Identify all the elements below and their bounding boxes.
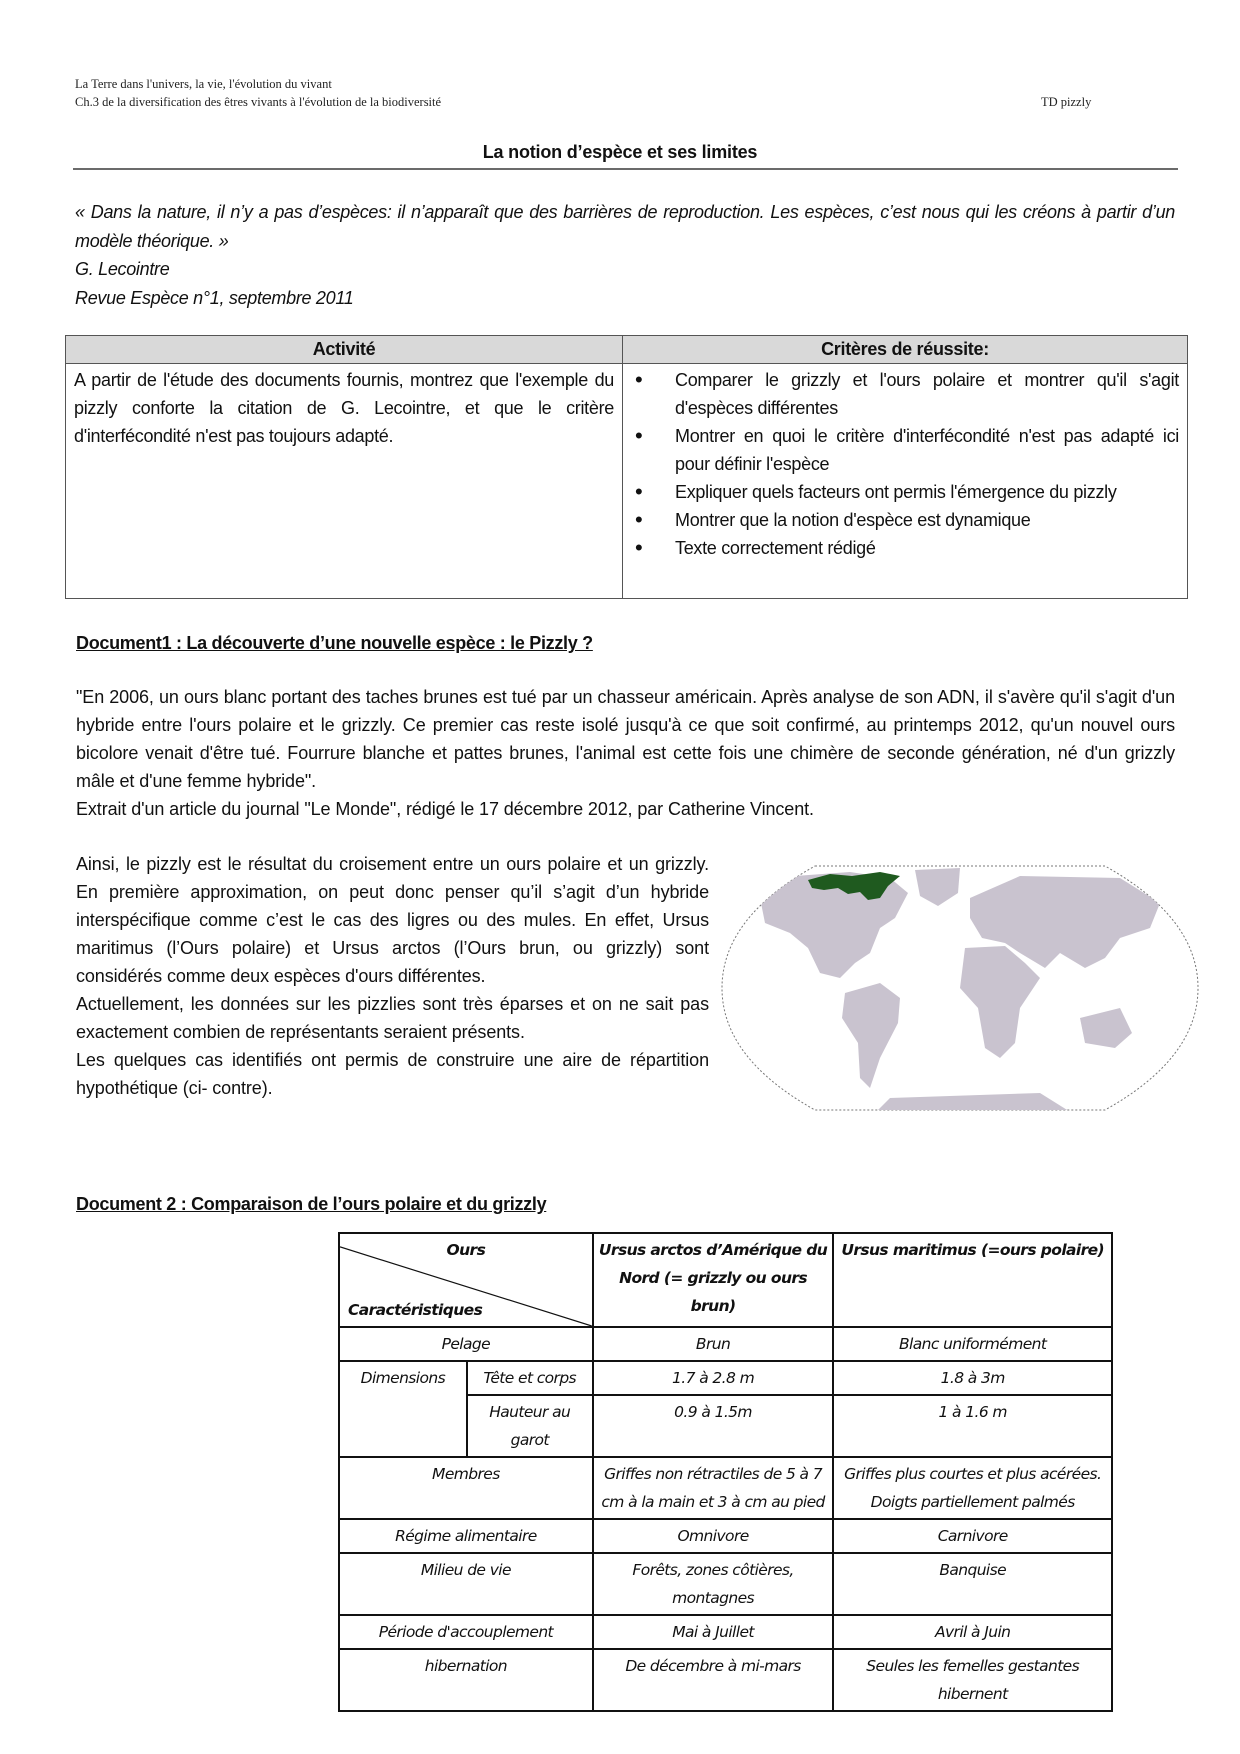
explanation-paragraph: Les quelques cas identifiés ont permis de construire une aire de répartition hypothétique (ci- contre).	[76, 1050, 709, 1098]
document2-heading: Document 2 : Comparaison de l’ours polaire et du grizzly	[76, 1194, 547, 1214]
header-course-title: La Terre dans l'univers, la vie, l'évolution du vivant	[75, 77, 332, 91]
row-label: Période d'accouplement	[339, 1615, 593, 1649]
row-label: Membres	[339, 1457, 593, 1519]
row-label: hibernation	[339, 1649, 593, 1711]
title-rule	[73, 168, 1178, 170]
corner-top-label: Ours	[446, 1241, 486, 1259]
polar-value: Blanc uniformément	[833, 1327, 1112, 1361]
polar-value: Carnivore	[833, 1519, 1112, 1553]
sub-row-label: Hauteur au garot	[467, 1395, 593, 1457]
document1-article: "En 2006, un ours blanc portant des taches brunes est tué par un chasseur américain. Après analyse de son ADN, il s'avère qu'il s'agit d'un hybride entre l'ours polaire et le grizzly. Ce premier cas reste isolé jusqu'à ce que soit confirmé, au printemps 2012, qu'un nouvel ours bicolore venait d'être tué. Fourrure blanche et pattes brunes, l'animal est cette fois une chimère de seconde génération, né d'un grizzly mâle et d'une femme hybride".	[76, 687, 1175, 791]
table-row	[339, 1553, 1112, 1615]
corner-header	[339, 1233, 593, 1327]
header-worksheet-label: TD pizzly	[1041, 95, 1092, 109]
row-label: Régime alimentaire	[339, 1519, 593, 1553]
polar-value: Banquise	[833, 1553, 1112, 1615]
table-row	[339, 1327, 1112, 1361]
criteria-item: • Comparer le grizzly et l'ours polaire et montrer qu'il s'agit d'espèces différentes	[631, 366, 1179, 422]
activity-table	[65, 335, 1188, 599]
grizzly-value: 1.7 à 2.8 m	[593, 1361, 834, 1395]
grizzly-value: Omnivore	[593, 1519, 834, 1553]
criteria-item: • Expliquer quels facteurs ont permis l'émergence du pizzly	[631, 478, 1179, 506]
sub-row-label: Tête et corps	[467, 1361, 593, 1395]
grizzly-value: Forêts, zones côtières, montagnes	[593, 1553, 834, 1615]
polar-value: Avril à Juin	[833, 1615, 1112, 1649]
criteria-item: • Montrer en quoi le critère d'interfécondité n'est pas adapté ici pour définir l'espèce	[631, 422, 1179, 478]
document1-explanation	[76, 850, 709, 1102]
grizzly-value: De décembre à mi-mars	[593, 1649, 834, 1711]
table-row	[339, 1615, 1112, 1649]
criteria-cell	[623, 364, 1188, 599]
criteria-header: Critères de réussite:	[623, 336, 1188, 364]
grizzly-column-header: Ursus arctos d’Amérique du Nord (= grizzly ou ours brun)	[593, 1233, 834, 1327]
row-label: Dimensions	[339, 1361, 467, 1457]
quote-author: G. Lecointre	[75, 259, 170, 279]
corner-bottom-label: Caractéristiques	[348, 1301, 483, 1319]
table-row	[339, 1519, 1112, 1553]
polar-value: 1.8 à 3m	[833, 1361, 1112, 1395]
pizzly-range-map	[720, 858, 1200, 1118]
grizzly-value: Brun	[593, 1327, 834, 1361]
explanation-paragraph: Ainsi, le pizzly est le résultat du croisement entre un ours polaire et un grizzly. En première approximation, on peut donc penser qu’il s’agit d’un hybride interspécifique comme c’est le cas des ligres ou des mules. En effet, Ursus maritimus (l’Ours polaire) et Ursus arctos (l’Ours brun, ou grizzly) sont considérés comme deux espèces d'ours différentes.	[76, 854, 709, 986]
grizzly-value: Mai à Juillet	[593, 1615, 834, 1649]
document1-heading: Document1 : La découverte d’une nouvelle espèce : le Pizzly ?	[76, 633, 593, 653]
criteria-item: • Montrer que la notion d'espèce est dynamique	[631, 506, 1179, 534]
table-row	[339, 1361, 1112, 1395]
polar-value: Seules les femelles gestantes hibernent	[833, 1649, 1112, 1711]
quote-source: Revue Espèce n°1, septembre 2011	[75, 288, 354, 308]
page-title: La notion d’espèce et ses limites	[482, 142, 758, 162]
document1-source: Extrait d'un article du journal "Le Monde", rédigé le 17 décembre 2012, par Catherine Vincent.	[76, 799, 814, 819]
activity-header: Activité	[66, 336, 623, 364]
row-label: Milieu de vie	[339, 1553, 593, 1615]
grizzly-value: Griffes non rétractiles de 5 à 7 cm à la main et 3 à cm au pied	[593, 1457, 834, 1519]
polar-value: Griffes plus courtes et plus acérées. Doigts partiellement palmés	[833, 1457, 1112, 1519]
table-row	[339, 1649, 1112, 1711]
bear-comparison-table	[338, 1232, 1113, 1712]
polar-column-header: Ursus maritimus (=ours polaire)	[833, 1233, 1112, 1327]
header-chapter: Ch.3 de la diversification des êtres vivants à l'évolution de la biodiversité	[75, 95, 442, 109]
table-row	[339, 1457, 1112, 1519]
quote-text: « Dans la nature, il n’y a pas d’espèces: il n’apparaît que des barrières de reproduction. Les espèces, c’est nous qui les créons à partir d’un modèle théorique. »	[75, 202, 1175, 251]
explanation-paragraph: Actuellement, les données sur les pizzlies sont très éparses et on ne sait pas exactement combien de représentants seraient présents.	[76, 994, 709, 1042]
row-label: Pelage	[339, 1327, 593, 1361]
criteria-list	[631, 366, 1179, 562]
criteria-item: • Texte correctement rédigé	[631, 534, 1179, 562]
activity-text: A partir de l'étude des documents fournis, montrez que l'exemple du pizzly conforte la citation de G. Lecointre, et que le critère d'interfécondité n'est pas toujours adapté.	[66, 364, 623, 599]
polar-value: 1 à 1.6 m	[833, 1395, 1112, 1457]
grizzly-value: 0.9 à 1.5m	[593, 1395, 834, 1457]
